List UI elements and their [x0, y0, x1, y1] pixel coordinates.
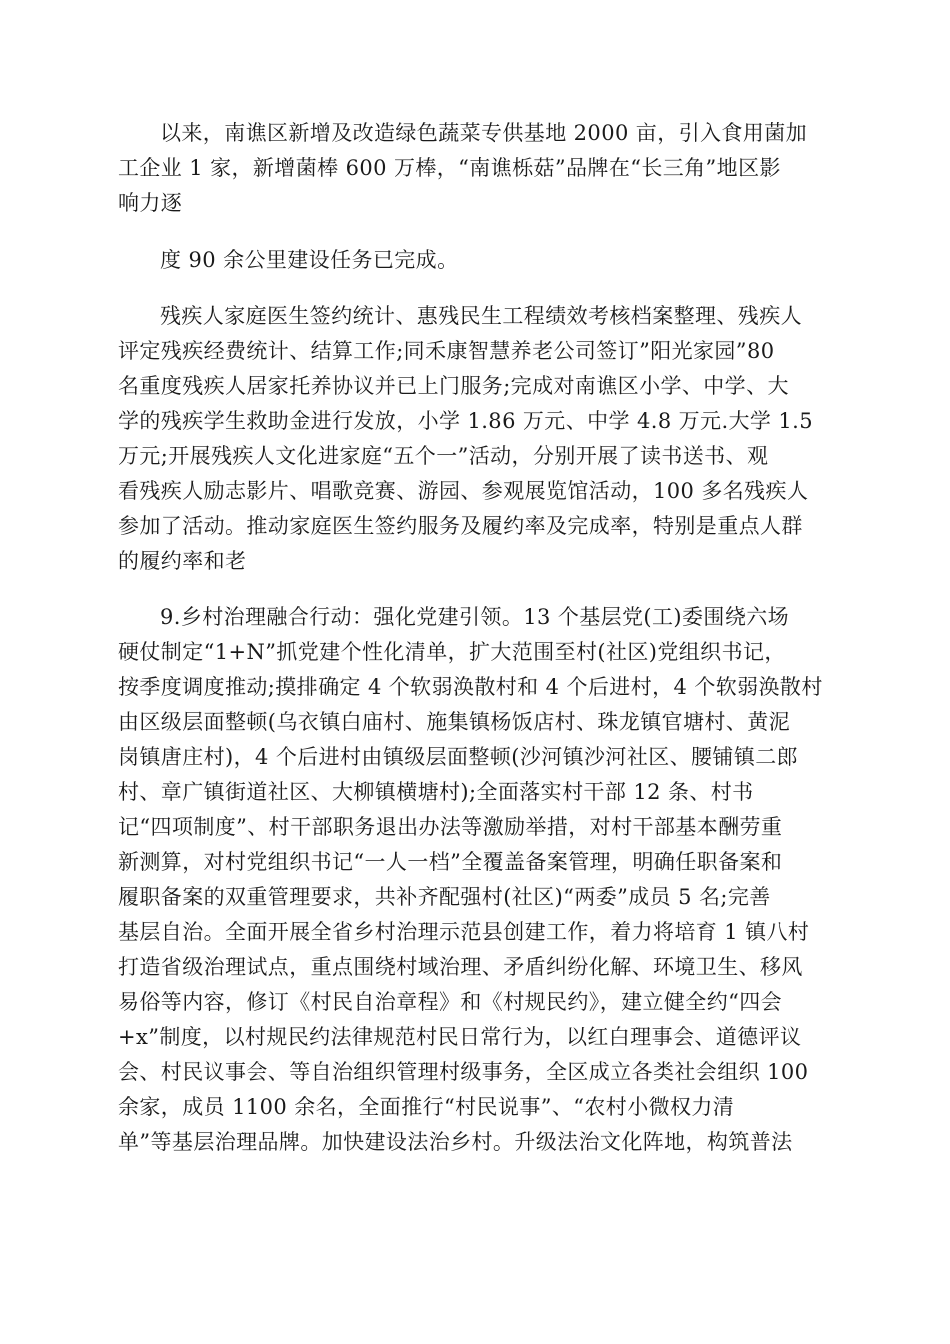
- paragraph-3-line-5: 万元;开展残疾人文化进家庭“五个一”活动，分别开展了读书送书、观: [118, 444, 769, 468]
- paragraph-4-line-14: 会、村民议事会、等自治组织管理村级事务，全区成立各类社会组织 100: [118, 1060, 809, 1084]
- paragraph-3-line-4: 学的残疾学生救助金进行发放，小学 1.86 万元、中学 4.8 万元.大学 1.5: [118, 409, 814, 433]
- paragraph-4-line-11: 打造省级治理试点，重点围绕村域治理、矛盾纠纷化解、环境卫生、移风: [118, 955, 803, 979]
- paragraph-4-line-6: 村、章广镇街道社区、大柳镇横塘村);全面落实村干部 12 条、村书: [118, 780, 754, 804]
- paragraph-1-line-2: 工企业 1 家，新增菌棒 600 万棒，“南谯栎菇”品牌在“长三角”地区影: [118, 156, 781, 180]
- paragraph-2-line-1: 度 90 余公里建设任务已完成。: [160, 248, 459, 272]
- paragraph-4-line-9: 履职备案的双重管理要求，共补齐配强村(社区)“两委”成员 5 名;完善: [118, 885, 771, 909]
- paragraph-3-line-8: 的履约率和老: [118, 549, 247, 573]
- paragraph-4-line-5: 岗镇唐庄村)，4 个后进村由镇级层面整顿(沙河镇沙河社区、腰铺镇二郎: [118, 745, 799, 769]
- paragraph-4-line-8: 新测算，对村党组织书记“一人一档”全覆盖备案管理，明确任职备案和: [118, 850, 783, 874]
- paragraph-4-line-15: 余家，成员 1100 余名，全面推行“村民说事”、“农村小微权力清: [118, 1095, 735, 1119]
- paragraph-3-line-3: 名重度残疾人居家托养协议并已上门服务;完成对南谯区小学、中学、大: [118, 374, 789, 398]
- paragraph-3-line-2: 评定残疾经费统计、结算工作;同禾康智慧养老公司签订”阳光家园”80: [118, 339, 775, 363]
- paragraph-4-line-3: 按季度调度推动;摸排确定 4 个软弱涣散村和 4 个后进村，4 个软弱涣散村: [118, 675, 823, 699]
- paragraph-4-line-10: 基层自治。全面开展全省乡村治理示范县创建工作，着力将培育 1 镇八村: [118, 920, 810, 944]
- paragraph-1-line-3: 响力逐: [118, 191, 183, 215]
- paragraph-4-line-1: 9.乡村治理融合行动：强化党建引领。13 个基层党(工)委围绕六场: [160, 605, 790, 629]
- paragraph-3-line-6: 看残疾人励志影片、唱歌竞赛、游园、参观展览馆活动，100 多名残疾人: [118, 479, 809, 503]
- paragraph-3-line-7: 参加了活动。推动家庭医生签约服务及履约率及完成率，特别是重点人群: [118, 514, 803, 538]
- paragraph-4-line-12: 易俗等内容，修订《村民自治章程》和《村规民约》，建立健全约“四会: [118, 990, 783, 1014]
- paragraph-1-line-1: 以来，南谯区新增及改造绿色蔬菜专供基地 2000 亩，引入食用菌加: [160, 121, 807, 145]
- paragraph-4-line-4: 由区级层面整顿(乌衣镇白庙村、施集镇杨饭店村、珠龙镇官塘村、黄泥: [118, 710, 790, 734]
- paragraph-4-line-16: 单”等基层治理品牌。加快建设法治乡村。升级法治文化阵地，构筑普法: [118, 1130, 793, 1154]
- paragraph-4-line-13: +x”制度，以村规民约法律规范村民日常行为，以红白理事会、道德评议: [118, 1025, 802, 1049]
- paragraph-4-line-7: 记“四项制度”、村干部职务退出办法等激励举措，对村干部基本酬劳重: [118, 815, 783, 839]
- paragraph-3-line-1: 残疾人家庭医生签约统计、惠残民生工程绩效考核档案整理、残疾人: [160, 304, 802, 328]
- paragraph-4-line-2: 硬仗制定“1+N”抓党建个性化清单，扩大范围至村(社区)党组织书记，: [118, 640, 786, 664]
